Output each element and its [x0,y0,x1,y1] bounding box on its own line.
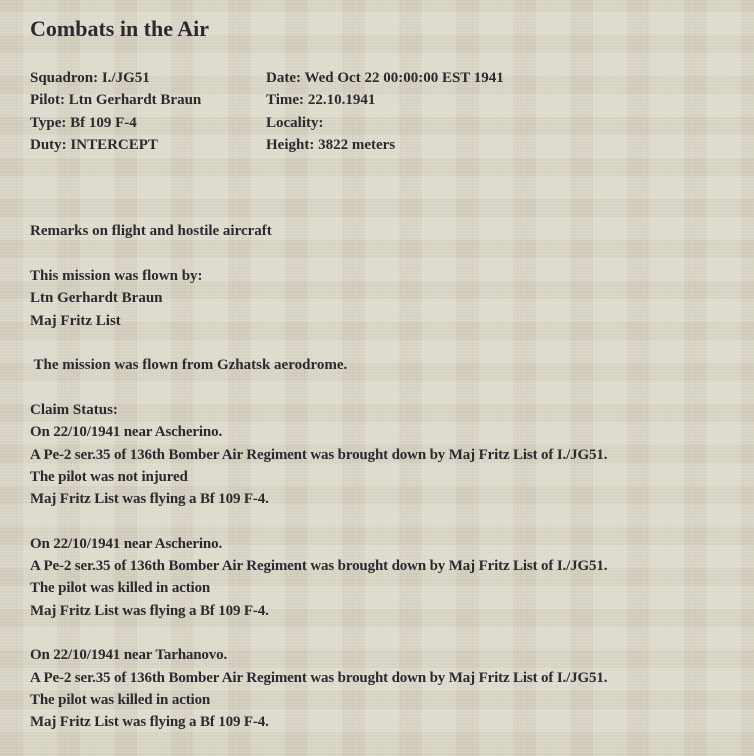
type-label: Type: [30,114,67,131]
pilot-list-item: Maj Fritz List [30,312,121,329]
flown-by-heading: This mission was flown by: [30,268,203,284]
type-value: Bf 109 F-4 [70,114,137,131]
date-value: Wed Oct 22 00:00:00 EST 1941 [304,70,504,86]
claim-when-where: On 22/10/1941 near Ascherino. [30,535,223,552]
locality-label: Locality: [266,114,324,131]
claim-when-where: On 22/10/1941 near Ascherino. [30,424,223,441]
claim-aircraft: Maj Fritz List was flying a Bf 109 F-4. [30,714,269,731]
claim-aircraft: Maj Fritz List was flying a Bf 109 F-4. [30,602,269,619]
claim-pilot-fate: The pilot was killed in action [30,691,211,708]
squadron-field [30,67,201,89]
claim-event: A Pe-2 ser.35 of 136th Bomber Air Regiment was brought down by Maj Fritz List of I./JG51. [30,446,608,463]
claim-entry [30,644,607,733]
duty-field [30,134,201,156]
claim-entry [30,533,607,622]
duty-value: INTERCEPT [70,136,158,153]
squadron-label: Squadron: [30,70,99,86]
claim-when-where: On 22/10/1941 near Tarhanovo. [30,647,228,664]
claim-event: A Pe-2 ser.35 of 136th Bomber Air Regiment was brought down by Maj Fritz List of I./JG51. [30,669,608,686]
duty-label: Duty: [30,136,67,153]
time-label: Time: [266,92,305,109]
pilot-list-item: Ltn Gerhardt Braun [30,290,163,307]
report-info-left [30,67,201,156]
pilot-value: Ltn Gerhardt Braun [68,92,202,109]
claim-status-heading: Claim Status: [30,402,118,418]
flown-by-section [30,265,203,332]
pilot-label: Pilot: [30,92,65,109]
height-label: Height: [266,136,315,153]
height-field [266,134,504,156]
claim-pilot-fate: The pilot was not injured [30,468,188,485]
squadron-value: I./JG51 [101,70,150,86]
locality-field [266,112,504,134]
claim-aircraft: Maj Fritz List was flying a Bf 109 F-4. [30,491,269,508]
height-value: 3822 meters [318,136,396,153]
date-label: Date: [266,70,301,86]
remarks-heading: Remarks on flight and hostile aircraft [30,223,272,239]
time-field [266,89,504,111]
claim-event: A Pe-2 ser.35 of 136th Bomber Air Regiment was brought down by Maj Fritz List of I./JG51. [30,558,608,575]
claim-pilot-fate: The pilot was killed in action [30,580,211,597]
report-title: Combats in the Air [30,16,210,41]
aerodrome-section [30,354,347,376]
report-info-right [266,67,504,156]
claim-entry [30,421,607,510]
type-field [30,112,201,134]
time-value: 22.10.1941 [307,92,376,109]
remarks-section [30,220,272,242]
aerodrome-line: The mission was flown from Gzhatsk aerodrome. [30,357,348,373]
date-field [266,67,504,89]
claims-section [30,399,607,756]
pilot-field [30,89,201,111]
